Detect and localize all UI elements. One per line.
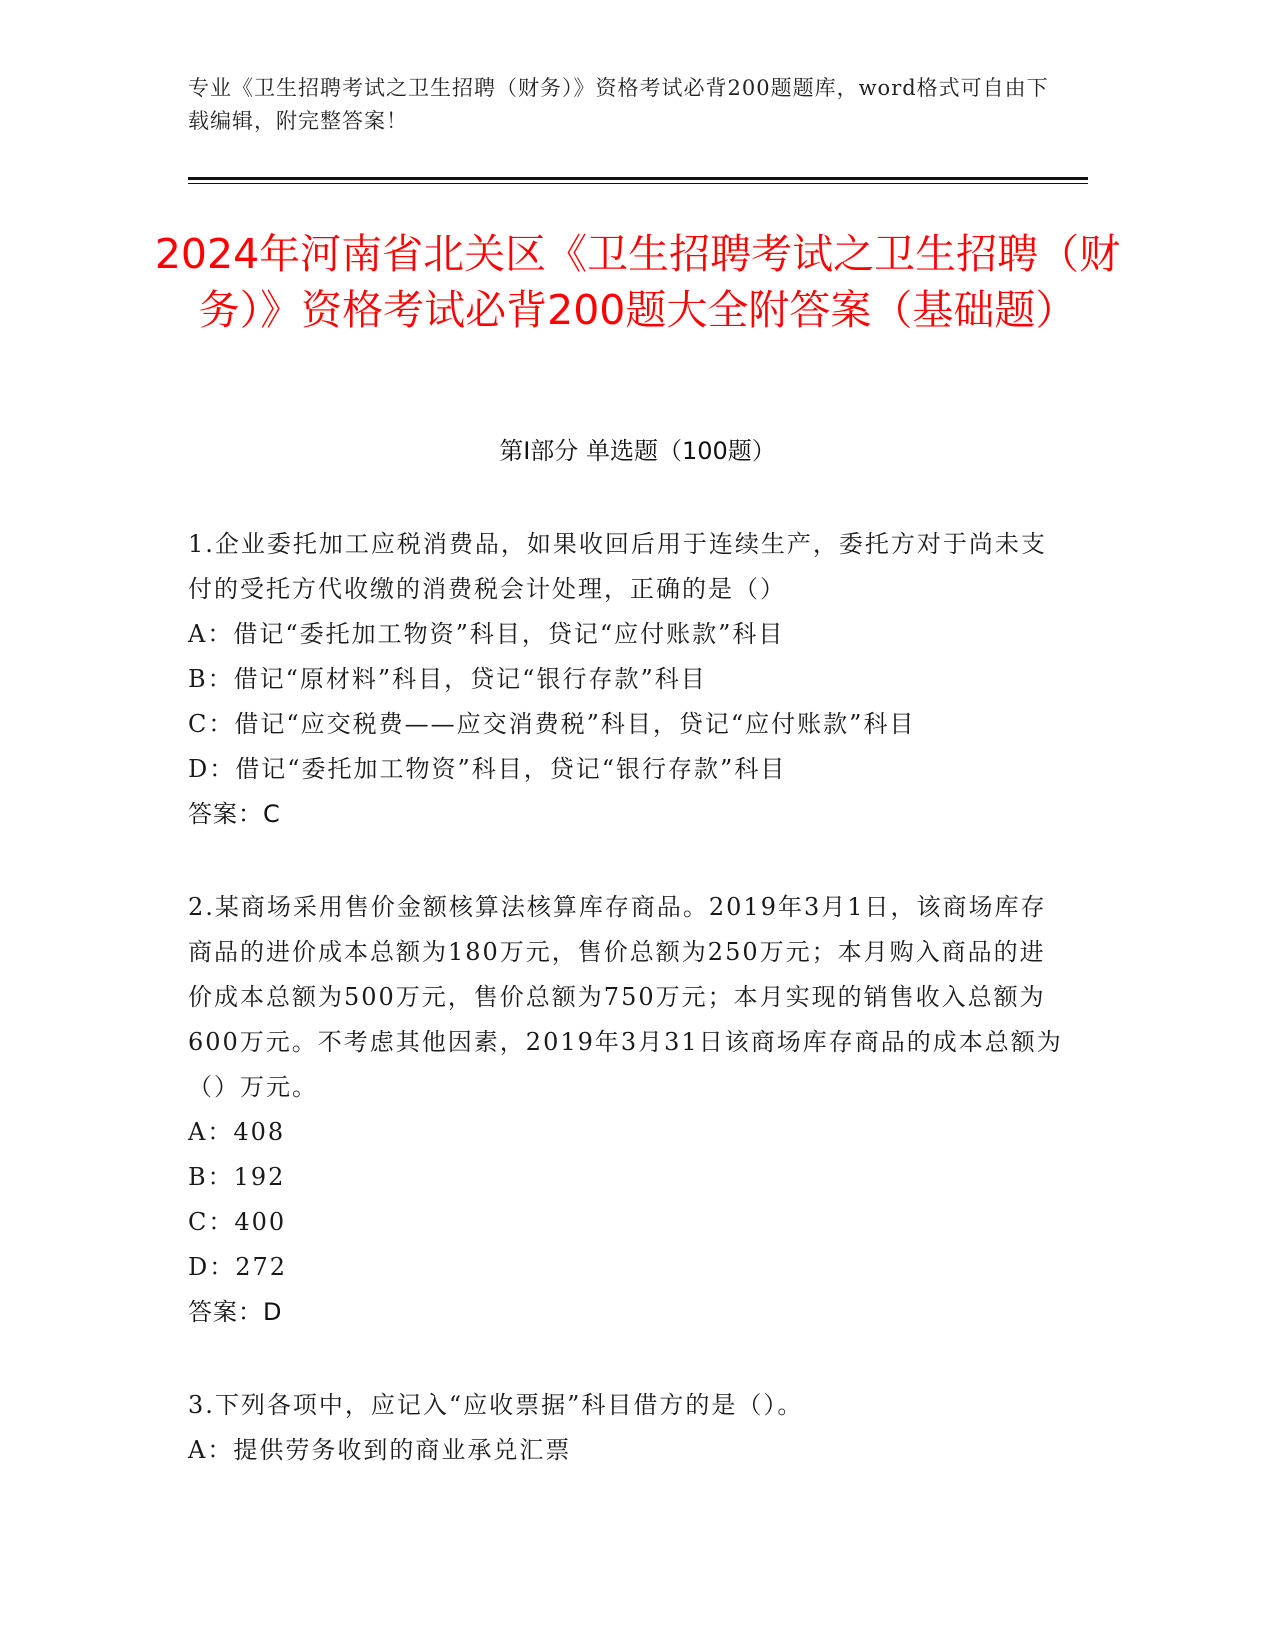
document-title: 2024年河南省北关区《卫生招聘考试之卫生招聘（财务）》资格考试必背200题大全附答案（基础题）: [154, 230, 1121, 334]
option-c: C：借记“应交税费——应交消费税”科目，贷记“应付账款”科目: [188, 710, 916, 738]
answer-line: 答案：C: [188, 800, 281, 828]
question-2: [188, 885, 1068, 1335]
option-a: A：借记“委托加工物资”科目，贷记“应付账款”科目: [188, 620, 785, 648]
question-stem: 3.下列各项中，应记入“应收票据”科目借方的是（）。: [188, 1391, 804, 1419]
header-rule-thin: [188, 183, 1088, 184]
section-heading: 第I部分 单选题（100题）: [499, 437, 776, 465]
question-1: [188, 522, 1068, 837]
answer-line: 答案：D: [188, 1298, 283, 1326]
question-3: [188, 1383, 1068, 1473]
header-rule-thick: [188, 177, 1088, 180]
option-d: D：272: [188, 1253, 288, 1281]
option-a: A：408: [188, 1118, 286, 1146]
option-b: B：借记“原材料”科目，贷记“银行存款”科目: [188, 665, 707, 693]
header-note: 专业《卫生招聘考试之卫生招聘（财务）》资格考试必背200题题库，word格式可自由下载编辑，附完整答案！: [188, 76, 1049, 133]
option-c: C：400: [188, 1208, 287, 1236]
option-d: D：借记“委托加工物资”科目，贷记“银行存款”科目: [188, 755, 787, 783]
option-b: B：192: [188, 1163, 286, 1191]
question-stem: 2.某商场采用售价金额核算法核算库存商品。2019年3月1日，该商场库存商品的进价成本总额为180万元，售价总额为250万元；本月购入商品的进价成本总额为500万元，售价总额为750万元；本月实现的销售收入总额为600万元。不考虑其他因素，2019年3月31日该商场库存商品的成本总额为（）万元。: [188, 893, 1063, 1101]
question-stem: 1.企业委托加工应税消费品，如果收回后用于连续生产，委托方对于尚未支付的受托方代收缴的消费税会计处理，正确的是（）: [188, 530, 1047, 603]
option-a: A：提供劳务收到的商业承兑汇票: [188, 1436, 572, 1464]
